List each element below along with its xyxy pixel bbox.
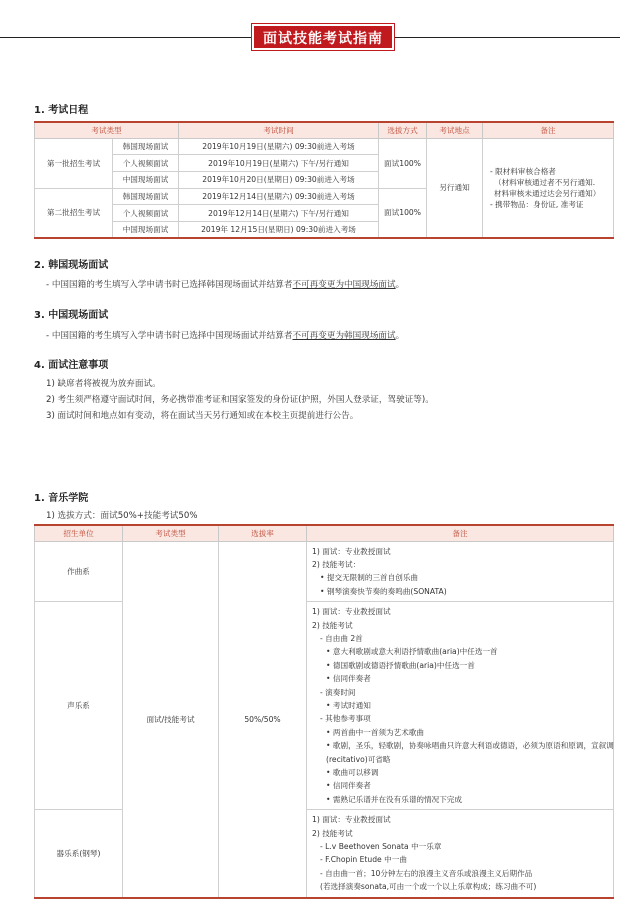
note-line: • 需熟记乐谱并在没有乐谱的情况下完成 xyxy=(326,794,462,804)
music-header-dept: 招生单位 xyxy=(35,525,123,541)
page-title: 面试技能考试指南 xyxy=(252,24,394,50)
section-china-heading: 3. 中国现场面试 xyxy=(34,310,109,321)
note-line: 2) 技能考试 xyxy=(312,828,353,838)
music-header-row xyxy=(35,525,614,541)
note-line: - 自由曲 2首 xyxy=(320,633,363,643)
dept-name: 作曲系 xyxy=(35,541,123,602)
table-row xyxy=(35,810,614,898)
batch-label: 第一批招生考试 xyxy=(35,138,113,188)
note-line: 2) 技能考试 xyxy=(312,620,353,630)
table-row xyxy=(35,138,614,155)
exam-time-cell: 2019年10月19日(星期六) 09:30前进入考场 xyxy=(179,138,379,155)
schedule-header-row xyxy=(35,122,614,138)
note-line: 1) 面试：专业教授面试 xyxy=(312,607,391,617)
note-line: • 歌剧，圣乐，轻歌剧，协奏咏唱曲只许意大利语或德语，必须为原语和原调，宣叙调 xyxy=(326,741,614,751)
music-table xyxy=(34,524,614,899)
exam-type-cell: 个人视频面试 xyxy=(113,205,179,222)
schedule-header-remarks: 备注 xyxy=(483,122,614,138)
dept-notes-cell xyxy=(307,810,614,898)
note-line: • 信同伴奏者 xyxy=(326,781,371,791)
music-header-notes: 备注 xyxy=(307,525,614,541)
note-line: (若选择演奏sonata,可由一个或一个以上乐章构成；练习曲不可) xyxy=(320,882,537,892)
dept-name: 器乐系(钢琴) xyxy=(35,810,123,898)
exam-time-cell: 2019年10月20日(星期日) 09:30前进入考场 xyxy=(179,171,379,188)
note-line: - 其他参考事项 xyxy=(320,714,371,724)
section-korea-heading: 2. 韩国现场面试 xyxy=(34,260,109,271)
note-line: • 提交无限制的三首自创乐曲 xyxy=(320,573,419,583)
remark-line: - 限材料审核合格者 xyxy=(490,166,556,176)
note-line: • 钢琴演奏快节奏的奏鸣曲(SONATA) xyxy=(320,586,447,596)
notes-item: 1) 缺席者将被视为放弃面试。 xyxy=(46,379,161,389)
schedule-header-type: 考试类型 xyxy=(35,122,179,138)
schedule-header-method: 选拔方式 xyxy=(379,122,427,138)
dept-notes-cell xyxy=(307,541,614,602)
batch-label: 第二批招生考试 xyxy=(35,188,113,238)
schedule-header-time: 考试时间 xyxy=(179,122,379,138)
note-line: - 演奏时间 xyxy=(320,687,356,697)
dept-notes-cell xyxy=(307,602,614,810)
korea-note: - 中国国籍的考生填写入学申请书时已选择韩国现场面试并结算者不可再变更为中国现场面试。 xyxy=(46,280,405,290)
table-row xyxy=(35,541,614,602)
method-cell: 面试100% xyxy=(379,138,427,188)
schedule-table xyxy=(34,121,614,239)
note-line: - L.v Beethoven Sonata 中一乐章 xyxy=(320,842,442,852)
note-line: • 意大利歌剧或意大利语抒情歌曲(aria)中任选一首 xyxy=(326,647,498,657)
notes-list xyxy=(310,810,610,896)
note-line: • 德国歌剧或德语抒情歌曲(aria)中任选一首 xyxy=(326,660,475,670)
note-line: - F.Chopin Etude 中一曲 xyxy=(320,855,407,865)
music-header-rate: 选拔率 xyxy=(219,525,307,541)
note-line: • 歌曲可以移调 xyxy=(326,768,379,777)
notes-item: 3) 面试时间和地点如有变动，将在面试当天另行通知或在本校主页提前进行公告。 xyxy=(46,411,359,421)
music-selection-note: 1) 选拔方式：面试50%+技能考试50% xyxy=(46,511,198,521)
exam-time-cell: 2019年10月19日(星期六) 下午/另行通知 xyxy=(179,155,379,172)
note-line: 1) 面试：专业教授面试 xyxy=(312,546,391,556)
place-cell: 另行通知 xyxy=(427,138,483,238)
note-line: - 自由曲一首；10分钟左右的浪漫主义音乐或浪漫主义后期作品 xyxy=(320,868,533,878)
exam-type-cell: 韩国现场面试 xyxy=(113,188,179,205)
remark-line: （材料审核通过者不另行通知. xyxy=(494,177,596,187)
method-cell: 面试100% xyxy=(379,188,427,238)
notes-list xyxy=(310,602,614,809)
exam-type-cell: 韩国现场面试 xyxy=(113,138,179,155)
note-line: • 考试时通知 xyxy=(326,700,371,710)
remarks-cell xyxy=(483,138,614,238)
remark-line: - 携带物品：身份证, 准考证 xyxy=(490,199,584,209)
korea-note-underline: 不可再变更为中国现场面试 xyxy=(292,280,396,290)
note-line: 2) 技能考试： xyxy=(312,559,361,569)
china-note-underline: 不可再变更为韩国现场面试 xyxy=(292,331,396,341)
exam-type-cell: 中国现场面试 xyxy=(113,171,179,188)
exam-time-cell: 2019年12月14日(星期六) 下午/另行通知 xyxy=(179,205,379,222)
rate-cell: 50%/50% xyxy=(219,541,307,898)
exam-time-cell: 2019年 12月15日(星期日) 09:30前进入考场 xyxy=(179,221,379,238)
remark-line: 材料审核未通过达会另行通知） xyxy=(494,188,601,198)
schedule-header-place: 考试地点 xyxy=(427,122,483,138)
dept-name: 声乐系 xyxy=(35,602,123,810)
exam-type-cell: 面试/技能考试 xyxy=(123,541,219,898)
note-line: 1) 面试：专业教授面试 xyxy=(312,815,391,825)
exam-type-cell: 个人视频面试 xyxy=(113,155,179,172)
music-header-type: 考试类型 xyxy=(123,525,219,541)
note-line: • 信同伴奏者 xyxy=(326,674,371,684)
table-row xyxy=(35,602,614,810)
exam-time-cell: 2019年12月14日(星期六) 09:30前进入考场 xyxy=(179,188,379,205)
note-line: • 两首曲中一首须为艺术歌曲 xyxy=(326,727,425,737)
section-notes-heading: 4. 面试注意事项 xyxy=(34,360,109,371)
exam-type-cell: 中国现场面试 xyxy=(113,221,179,238)
section-music-heading: 1. 音乐学院 xyxy=(34,493,89,504)
notes-list xyxy=(310,542,610,602)
note-line: (recitativo)可省略 xyxy=(326,754,391,764)
china-note: - 中国国籍的考生填写入学申请书时已选择中国现场面试并结算者不可再变更为韩国现场面试。 xyxy=(46,331,405,341)
section-schedule-heading: 1. 考试日程 xyxy=(34,105,89,116)
notes-item: 2) 考生须严格遵守面试时间，务必携带准考证和国家签发的身份证(护照，外国人登录证，驾驶证等)。 xyxy=(46,395,434,405)
